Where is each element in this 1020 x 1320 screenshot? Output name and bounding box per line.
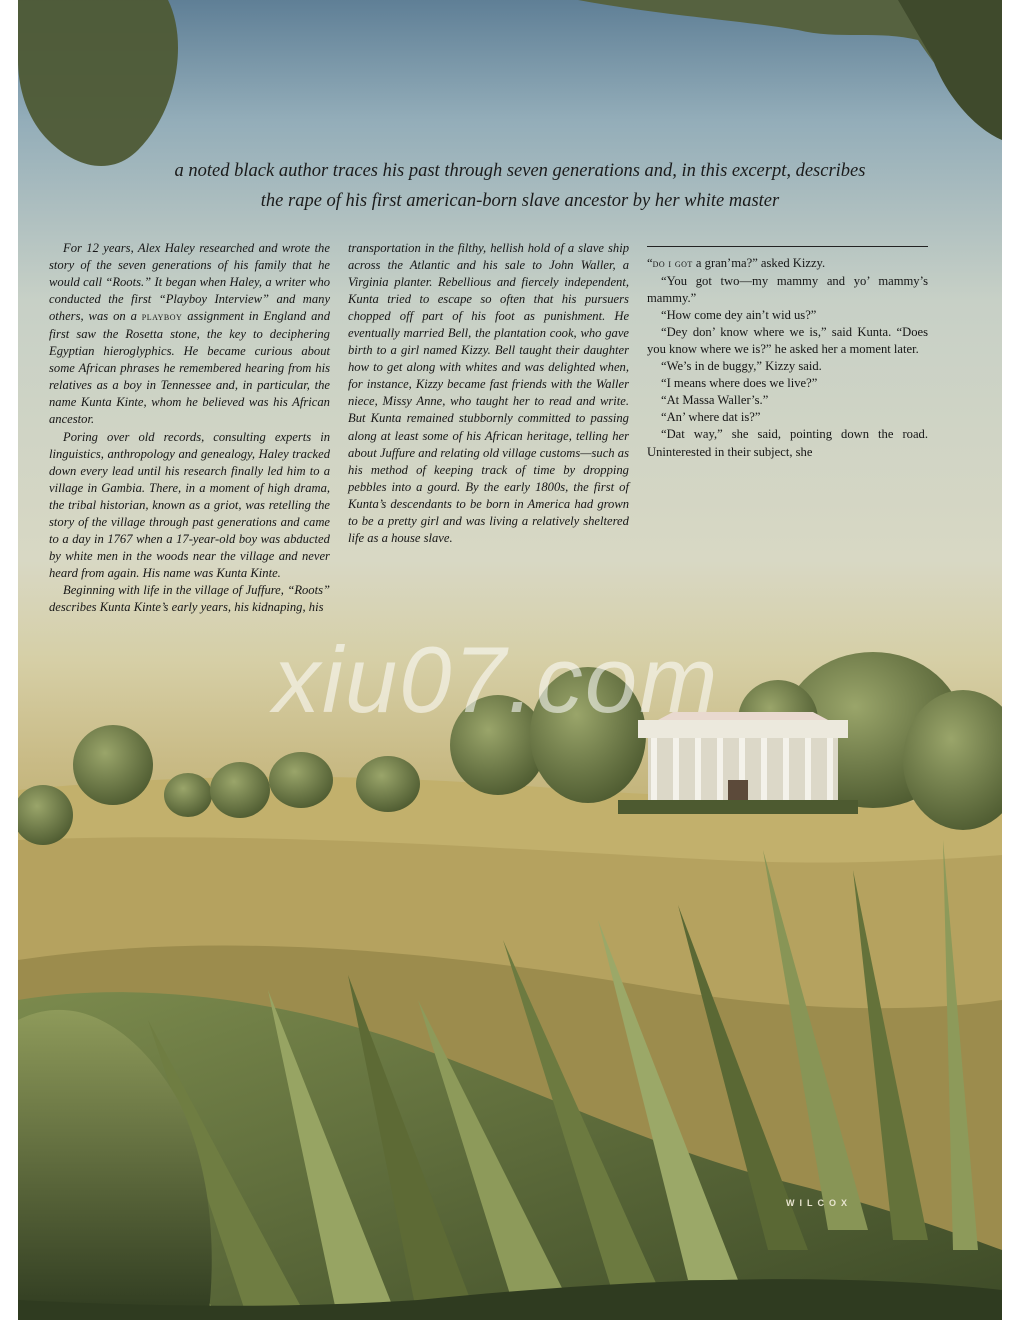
text-column-1 <box>49 240 330 616</box>
playboy-smallcaps: playboy <box>141 311 183 324</box>
section-divider <box>647 246 928 247</box>
story-line: “You got two—my mammy and yo’ mammy’s mammy.” <box>647 274 928 306</box>
top-left-leaf <box>18 0 178 166</box>
lead-rest: a gran’ma?” asked Kizzy. <box>692 256 826 270</box>
subtitle-line-1: a noted black author traces his past through seven generations and, in this excerpt, describes <box>174 161 866 181</box>
story-line: “How come dey ain’t wid us?” <box>661 308 817 323</box>
lead-quote-mark: “ <box>647 256 653 270</box>
artist-signature: WILCOX <box>786 1198 852 1208</box>
lead-smallcaps: do i got <box>652 258 693 270</box>
subtitle-line-2: the rape of his first american-born slave ancestor by her white master <box>260 191 780 211</box>
story-line: “We’s in de buggy,” Kizzy said. <box>661 359 822 374</box>
plantation-illustration <box>18 0 1002 1320</box>
intro-paragraph: Poring over old records, consulting experts in linguistics, anthropology and genealogy, Haley tracked down every lead until his research finally led him to a village in Gambia. There, in a moment of high drama, the tribal historian, known as a griot, was retelling the story of the village through past generations and came to a day in 1767 when a 17-year-old boy was abducted by white men in the woods near the village and never heard from again. His name was Kunta Kinte. <box>49 429 331 580</box>
story-line: “An’ where dat is?” <box>661 410 761 425</box>
article-subtitle <box>150 156 890 216</box>
text-column-3 <box>647 240 928 461</box>
story-line: “Dey don’ know where we is,” said Kunta. “Does you know where we is?” he asked her a moment later. <box>647 325 928 357</box>
text-column-2 <box>348 240 629 547</box>
story-text <box>647 255 928 461</box>
hedge <box>618 800 858 814</box>
story-line: “Dat way,” she said, pointing down the road. Uninterested in their subject, she <box>647 427 928 459</box>
story-lead <box>647 255 928 273</box>
story-line: “At Massa Waller’s.” <box>661 393 769 408</box>
intro-paragraph: Beginning with life in the village of Juffure, “Roots” describes Kunta Kinte’s early years, his kidnaping, his <box>49 582 331 614</box>
intro-paragraph: transportation in the filthy, hellish hold of a slave ship across the Atlantic and his sale to John Waller, a Virginia planter. Rebellious and fiercely independent, Kunta tried to escape so often that his pursuers chopped off part of his foot as punishment. He eventually married Bell, the plantation cook, who gave birth to a girl named Kizzy. Bell taught their daughter how to get along with whites and was delighted when, for instance, Kizzy became fast friends with the Waller niece, Missy Anne, who taught her to read and write. But Kunta remained stubbornly committed to passing along at least some of his African heritage, telling her about Juffure and relating old village customs—such as his method of keeping track of time by dropping pebbles into a gourd. By the early 1800s, the first of Kunta’s descendants to be born in America had grown to be a pretty girl and was living a relatively sheltered life as a house slave. <box>348 241 630 545</box>
story-line: “I means where does we live?” <box>661 376 818 391</box>
watermark: xiu07.com <box>273 627 720 732</box>
top-right-leaf-fold <box>898 0 1002 140</box>
intro-paragraph: For 12 years, Alex Haley researched and wrote the story of the seven generations of his family that he would call “Roots.” It began when Haley, a writer who conducted the first “Playboy Interview” and many others, was on a playboy assignment in England and first saw the Rosetta stone, the key to deciphering Egyptian hieroglyphics. He became curious about some African phrases he remembered hearing from his relatives as a boy in Tennessee and, in particular, the name Kunta Kinte, whom he believed was his African ancestor. <box>49 241 331 427</box>
